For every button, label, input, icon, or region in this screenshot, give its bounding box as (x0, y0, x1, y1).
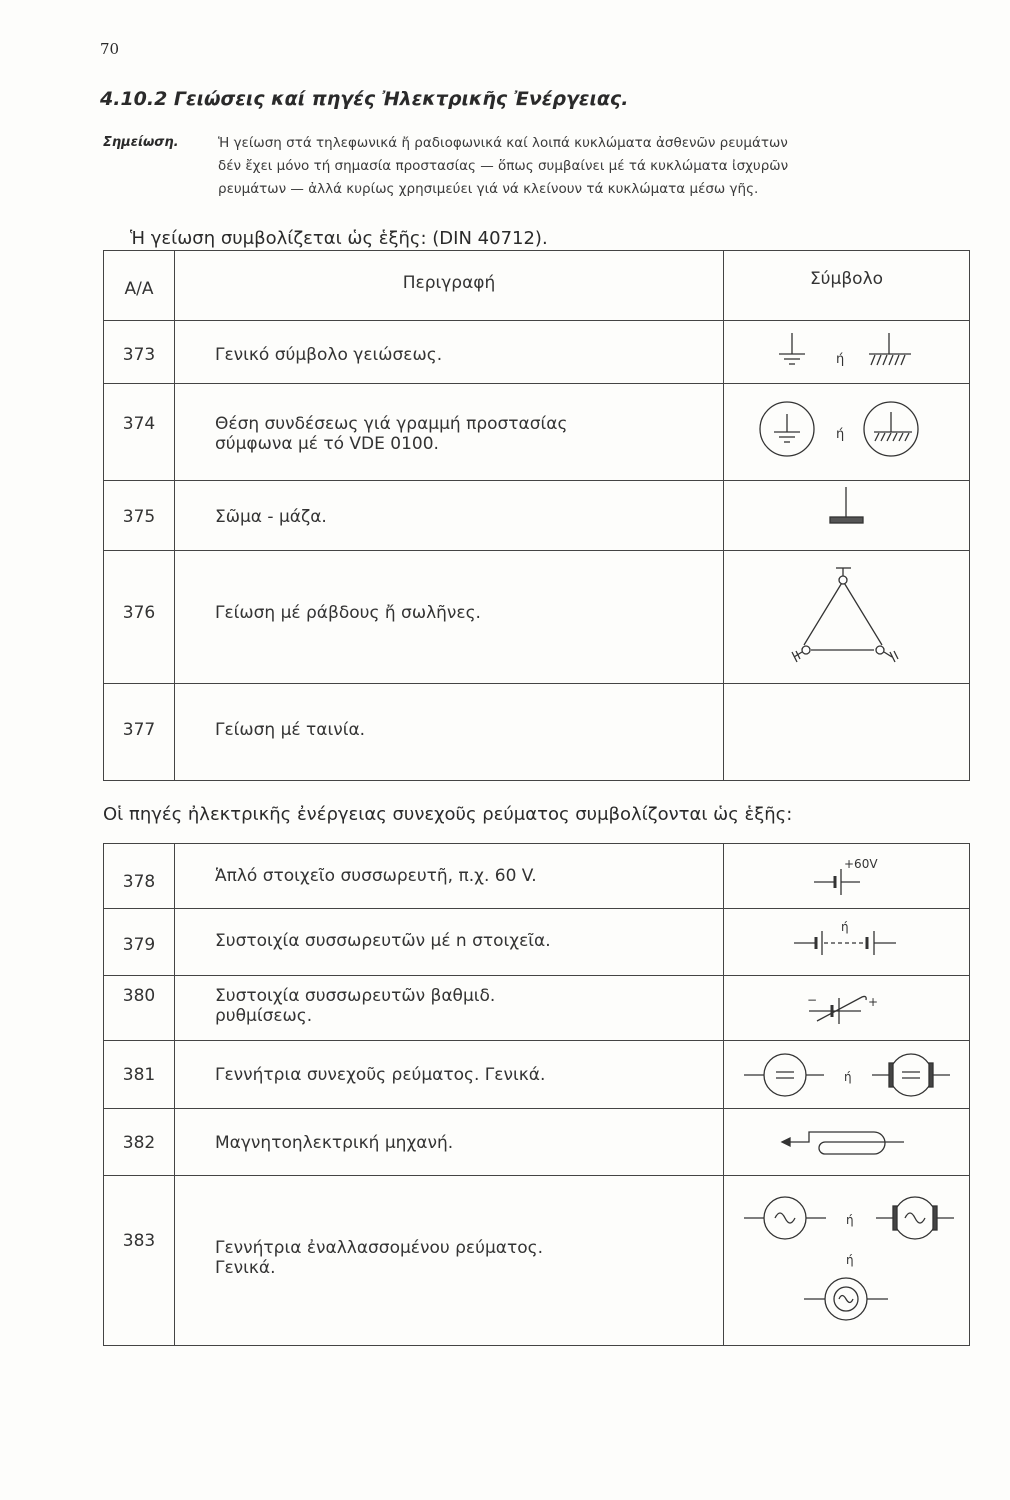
chassis-symbol-icon (724, 481, 969, 551)
power-sources-table (103, 843, 970, 1346)
row-number: 382 (104, 1109, 175, 1176)
or-label: ή (844, 1070, 852, 1084)
row-description: Γενικό σύμβολο γειώσεως. (215, 345, 443, 365)
adjustable-battery-symbol-icon (724, 976, 969, 1041)
row-description: Σῶμα - μάζα. (215, 507, 327, 527)
table-row (104, 1176, 970, 1346)
table-row (104, 1109, 970, 1176)
or-label: ή (846, 1253, 854, 1267)
table-row (104, 551, 970, 684)
note-line: Ἡ γείωση στά τηλεφωνικά ἤ ραδιοφωνικά καί λοιπά κυκλώματα ἀσθενῶν ρευμάτων (218, 135, 788, 151)
plus-label: + (868, 995, 879, 1009)
or-label: ή (841, 920, 849, 934)
row-description: Γείωση μέ ταινία. (215, 720, 366, 740)
table-row (104, 384, 970, 481)
table-row (104, 909, 970, 976)
section-title: 4.10.2 Γειώσεις καί πηγές Ἠλεκτρικῆς Ἐνέργειας. (100, 88, 629, 110)
table-header (104, 251, 970, 321)
row-description: Γεννήτρια συνεχοῦς ρεύματος. Γενικά. (215, 1065, 546, 1085)
row-description: Συστοιχία συσσωρευτῶν μέ n στοιχεῖα. (215, 931, 551, 951)
row-number: 375 (104, 481, 175, 551)
table-row (104, 481, 970, 551)
page-number: 70 (100, 40, 120, 58)
note-label: Σημείωση. (103, 135, 179, 150)
header-symbol: Σύμβολο (724, 251, 970, 321)
row-number: 379 (104, 909, 175, 976)
row-number: 374 (104, 384, 175, 481)
row-description: σύμφωνα μέ τό VDE 0100. (215, 434, 439, 454)
magnetoelectric-machine-symbol-icon (724, 1109, 969, 1176)
or-label: ή (846, 1213, 854, 1227)
table-row (104, 684, 970, 781)
row-number: 373 (104, 321, 175, 384)
row-number: 377 (104, 684, 175, 781)
row-description: Γενικά. (215, 1258, 276, 1278)
ac-generator-symbol-icon (724, 1176, 969, 1346)
row-number: 376 (104, 551, 175, 684)
note-line: ρευμάτων — ἀλλά κυρίως χρησιμεύει γιά νά κλείνουν τά κυκλώματα μέσω γῆς. (218, 181, 759, 197)
row-description: ρυθμίσεως. (215, 1006, 313, 1026)
row-number: 378 (104, 844, 175, 909)
battery-cell-symbol-icon (724, 844, 969, 909)
rod-ground-symbol-icon (724, 551, 969, 684)
row-description: Μαγνητοηλεκτρική μηχανή. (215, 1133, 454, 1153)
minus-label: − (807, 993, 818, 1007)
row-number: 381 (104, 1041, 175, 1109)
row-description: Ἁπλό στοιχεῖο συσσωρευτῆ, π.χ. 60 V. (215, 866, 537, 886)
row-description: Γείωση μέ ράβδους ἤ σωλῆνες. (215, 603, 481, 623)
dc-generator-symbol-icon (724, 1041, 969, 1109)
table-row (104, 976, 970, 1041)
row-description: Συστοιχία συσσωρευτῶν βαθμιδ. (215, 986, 496, 1006)
table-row (104, 844, 970, 909)
voltage-label: +60V (844, 857, 878, 871)
grounding-intro: Ἡ γείωση συμβολίζεται ὡς ἑξῆς: (DIN 40712). (130, 228, 548, 249)
row-number: 383 (104, 1176, 175, 1346)
grounding-symbols-table (103, 250, 970, 781)
battery-bank-symbol-icon (724, 909, 969, 976)
protective-ground-symbol-icon (724, 384, 969, 481)
ground-symbol-icon (724, 321, 969, 384)
table-row (104, 321, 970, 384)
row-number: 380 (104, 976, 175, 1041)
header-number: Α/Α (104, 251, 175, 321)
sources-intro: Οἱ πηγές ἠλεκτρικῆς ἐνέργειας συνεχοῦς ρεύματος συμβολίζονται ὡς ἑξῆς: (103, 804, 793, 825)
note-line: δέν ἔχει μόνο τή σημασία προστασίας — ὅπως συμβαίνει μέ τά κυκλώματα ἰσχυρῶν (218, 158, 789, 174)
or-label: ή (836, 427, 845, 442)
row-description: Θέση συνδέσεως γιά γραμμή προστασίας (215, 414, 568, 434)
or-label: ή (836, 352, 845, 367)
row-description: Γεννήτρια ἐναλλασσομένου ρεύματος. (215, 1238, 543, 1258)
header-description: Περιγραφή (175, 251, 724, 321)
table-row (104, 1041, 970, 1109)
